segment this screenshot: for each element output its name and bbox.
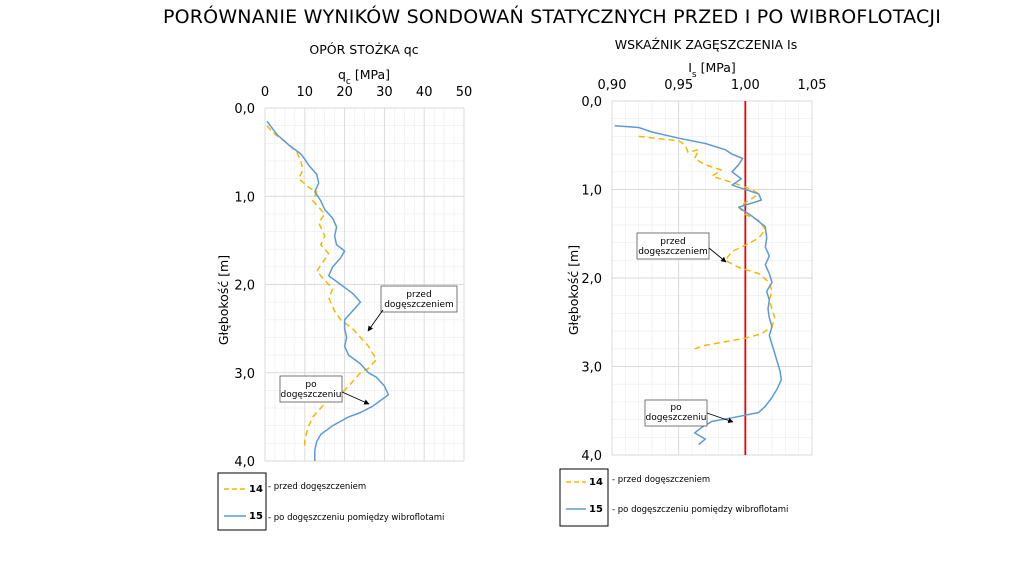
legend-label: - po dogęszczeniu pomiędzy wibroflotami: [268, 513, 445, 523]
grid: [265, 108, 464, 461]
annotation-line-2: dogęszczeniem: [638, 247, 708, 257]
grid: [612, 101, 812, 455]
y-tick-label: 4,0: [234, 455, 255, 470]
x-tick-label: 0,90: [597, 78, 627, 93]
legend: [560, 469, 788, 526]
x-tick-labels: [598, 78, 827, 93]
annotation-line-2: dogęszczeniu: [645, 413, 707, 423]
x-tick-label: 1,00: [730, 78, 760, 93]
y-tick-labels: [234, 102, 255, 470]
annotation-before: [368, 286, 457, 331]
x-tick-label: 10: [296, 85, 314, 100]
series-group: [615, 126, 782, 445]
annotation-line-1: po: [305, 380, 317, 390]
annotation-before: [637, 233, 726, 262]
legend-number: 14: [249, 484, 263, 495]
annotation-line-2: dogęszczeniu: [280, 390, 342, 400]
x-tick-label: 1,05: [797, 78, 827, 93]
y-tick-label: 1,0: [581, 183, 602, 199]
chart-density-index: [560, 37, 826, 526]
annotation-after: [645, 400, 733, 426]
x-axis-label: $q_c$ [MPa]: [337, 67, 391, 87]
series-group: [267, 121, 388, 461]
y-tick-label: 4,0: [581, 449, 602, 464]
annotation-line-2: dogęszczeniem: [384, 300, 454, 310]
x-tick-label: 20: [336, 85, 353, 100]
y-tick-label: 3,0: [234, 366, 255, 382]
x-tick-label: 30: [376, 85, 393, 100]
annotation-after: [280, 376, 369, 404]
chart-cone-resistance: [216, 42, 472, 530]
annotation-arrow: [368, 310, 383, 331]
legend-number: 15: [589, 504, 603, 515]
y-tick-label: 3,0: [581, 360, 602, 376]
x-tick-label: 50: [455, 85, 473, 100]
x-tick-label: 40: [415, 85, 433, 100]
annotation-arrow: [709, 248, 726, 262]
legend-number: 14: [589, 477, 603, 488]
annotation-arrow: [342, 392, 369, 404]
x-tick-labels: [261, 85, 472, 100]
x-tick-label: 0,95: [664, 78, 694, 93]
y-tick-label: 0,0: [581, 95, 602, 110]
x-axis-label: $I_s$ [MPa]: [688, 60, 736, 80]
legend: [218, 473, 444, 530]
legend-number: 15: [249, 511, 263, 522]
y-tick-label: 0,0: [234, 102, 255, 117]
series-line-after: [615, 126, 782, 445]
page-title: PORÓWNANIE WYNIKÓW SONDOWAŃ STATYCZNYCH PRZED I PO WIBROFLOTACJI: [162, 6, 942, 28]
y-axis-label: Głębokość [m]: [216, 254, 231, 346]
chart-title: OPÓR STOŻKA qc: [309, 42, 419, 57]
annotation-line-1: przed: [660, 237, 686, 247]
chart-title: WSKAŹNIK ZAGĘSZCZENIA Is: [614, 37, 798, 52]
y-tick-labels: [581, 95, 602, 464]
y-axis-label: Głębokość [m]: [566, 244, 581, 336]
annotation-line-1: po: [670, 403, 682, 413]
legend-label: - przed dogęszczeniem: [612, 475, 711, 485]
annotation-line-1: przed: [406, 290, 432, 300]
y-tick-label: 2,0: [234, 278, 255, 294]
series-line-after: [267, 121, 388, 461]
x-tick-label: 0: [260, 85, 270, 100]
legend-label: - po dogęszczeniu pomiędzy wibroflotami: [612, 505, 789, 515]
legend-label: - przed dogęszczeniem: [268, 482, 367, 492]
y-tick-label: 1,0: [234, 190, 255, 206]
y-tick-label: 2,0: [581, 272, 602, 287]
